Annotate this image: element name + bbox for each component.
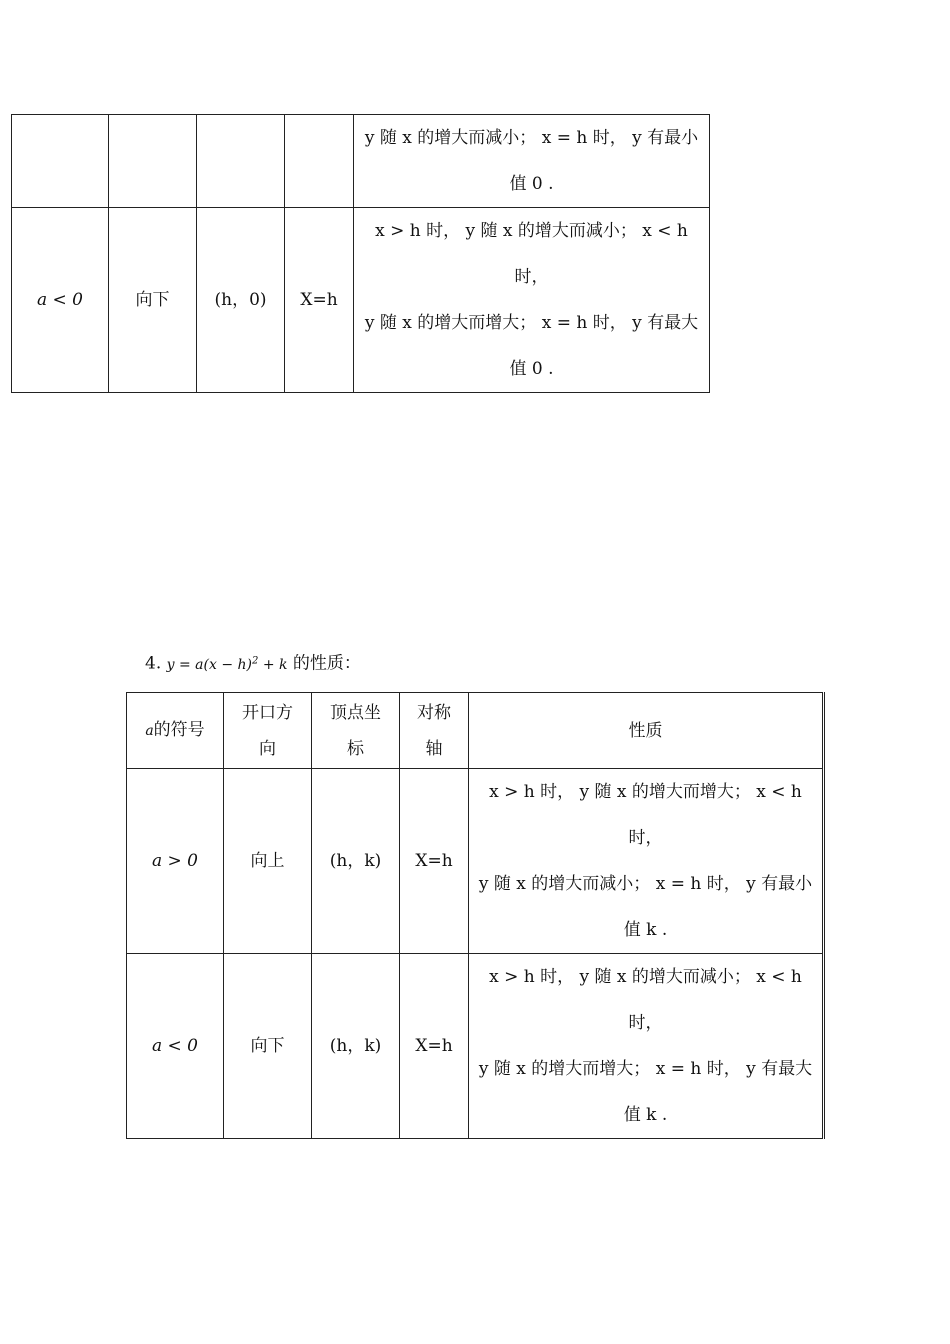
property-line: 值 0 . [509,174,554,194]
formula [167,657,288,673]
table-row [12,115,710,208]
opening-cell: 向下 [109,208,197,393]
property-cell [469,954,824,1139]
property-line: y 随 x 的增大而增大； x = h 时， y 有最大 [478,1059,813,1079]
formula-tail: + k [262,656,288,673]
properties-table-continued [11,114,710,393]
axis-cell: X=h [285,208,354,393]
header-property: 性质 [469,693,824,769]
property-line: 值 k . [623,920,668,940]
header-sign-var: a [145,723,154,739]
table-row [12,208,710,393]
property-line: x > h 时， y 随 x 的增大而减小； x < h 时， [489,967,802,1033]
property-cell [354,115,710,208]
table-row [127,954,824,1139]
property-line: y 随 x 的增大而减小； x = h 时， y 有最小 [478,874,813,894]
header-opening-line2: 向 [259,738,276,759]
property-line: y 随 x 的增大而减小； x = h 时， y 有最小 [364,128,699,148]
table-row [127,769,824,954]
property-cell [469,769,824,954]
header-opening [224,693,312,769]
vertex-cell: (h，k) [312,954,400,1139]
sign-cell: a > 0 [127,769,224,954]
table-header-row [127,693,824,769]
section-suffix: 的性质： [292,653,361,674]
sign-cell: a < 0 [127,954,224,1139]
header-axis [400,693,469,769]
section-number: 4. [145,653,162,674]
header-axis-line1: 对称 [417,702,451,723]
section-heading [145,648,361,678]
header-vertex-line1: 顶点坐 [330,702,381,723]
header-axis-line2: 轴 [425,738,443,759]
vertex-cell: (h，0) [197,208,285,393]
formula-exponent: 2 [252,655,259,666]
axis-cell: X=h [400,769,469,954]
property-line: 值 k . [623,1105,668,1125]
header-sign [127,693,224,769]
header-vertex-line2: 标 [347,738,364,759]
property-line: x > h 时， y 随 x 的增大而减小； x < h 时， [375,221,688,287]
sign-cell: a < 0 [12,208,109,393]
axis-cell [285,115,354,208]
header-sign-text: 的符号 [153,720,205,740]
property-line: x > h 时， y 随 x 的增大而增大； x < h 时， [489,782,802,848]
axis-cell: X=h [400,954,469,1139]
header-opening-line1: 开口方 [242,702,293,723]
opening-cell [109,115,197,208]
header-vertex [312,693,400,769]
opening-cell: 向下 [224,954,312,1139]
property-cell [354,208,710,393]
formula-main: y = a(x − h) [166,656,252,673]
sign-cell [12,115,109,208]
opening-cell: 向上 [224,769,312,954]
vertex-cell: (h，k) [312,769,400,954]
property-line: y 随 x 的增大而增大； x = h 时， y 有最大 [364,313,699,333]
vertex-cell [197,115,285,208]
property-line: 值 0 . [509,359,554,379]
properties-table [126,692,825,1139]
